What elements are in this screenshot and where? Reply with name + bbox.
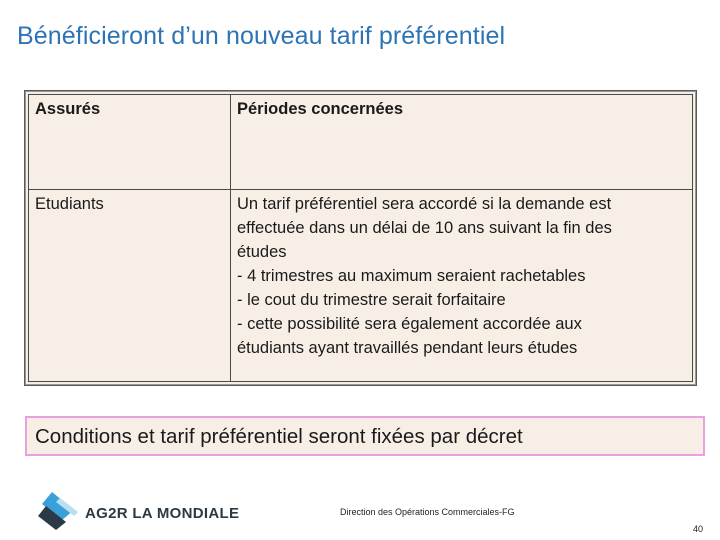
period-line: - 4 trimestres au maximum seraient rachetables <box>237 267 586 285</box>
table-frame <box>24 90 697 386</box>
slide-title: Bénéficieront d’un nouveau tarif préférentiel <box>17 22 506 50</box>
period-line: étudiants ayant travaillés pendant leurs études <box>237 339 578 357</box>
logo-text: AG2R LA MONDIALE <box>85 505 240 522</box>
page-number: 40 <box>693 524 704 534</box>
period-line: études <box>237 243 287 261</box>
period-line: - le cout du trimestre serait forfaitaire <box>237 291 506 309</box>
eligibility-table <box>28 94 693 382</box>
table-header-row <box>29 95 693 190</box>
period-line: Un tarif préférentiel sera accordé si la demande est <box>237 195 612 213</box>
header-periods: Périodes concernées <box>231 95 693 190</box>
row-periods-students <box>231 190 693 382</box>
period-line: - cette possibilité sera également accordée aux <box>237 315 582 333</box>
table-row <box>29 190 693 382</box>
period-line: effectuée dans un délai de 10 ans suivant la fin des <box>237 219 612 237</box>
footer-department: Direction des Opérations Commerciales-FG <box>340 507 515 517</box>
decree-note-box: Conditions et tarif préférentiel seront fixées par décret <box>25 416 705 456</box>
row-label-students: Etudiants <box>29 190 231 382</box>
header-insured: Assurés <box>29 95 231 190</box>
